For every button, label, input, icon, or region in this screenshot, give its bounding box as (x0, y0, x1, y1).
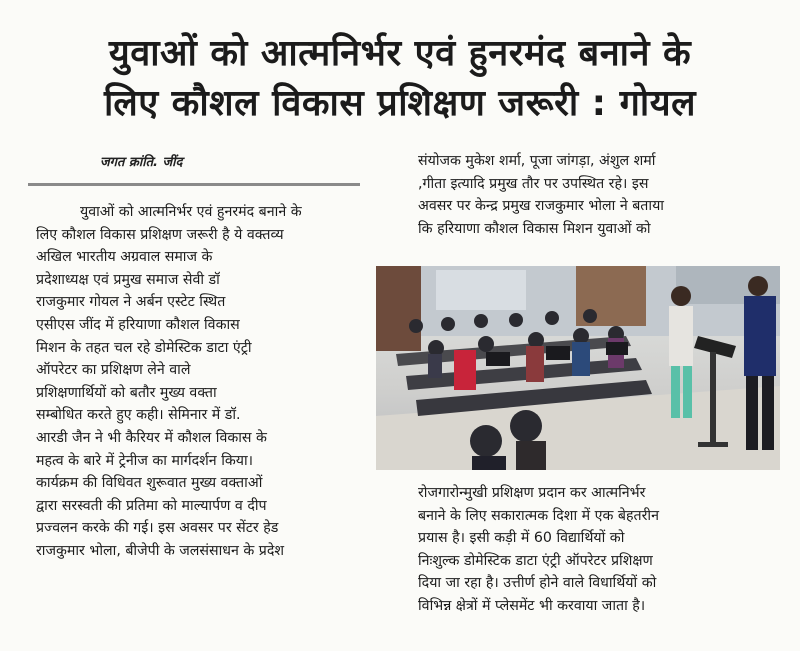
text-line: रोजगारोन्मुखी प्रशिक्षण प्रदान कर आत्मनिर्भर (418, 485, 646, 501)
text-line: मिशन के तहत चल रहे डोमेस्टिक डाटा एंट्री (36, 339, 252, 356)
text-line: कार्यक्रम की विधिवत शुरूवात मुख्य वक्ताओं (36, 475, 263, 492)
article-column-left (36, 201, 396, 563)
text-line: बनाने के लिए सकारात्मक दिशा में एक बेहतरीन (418, 507, 659, 524)
text-line: अखिल भारतीय अग्रवाल समाज के (36, 249, 213, 266)
article-column-right-top (418, 150, 780, 240)
text-line: दिया जा रहा है। उत्तीर्ण होने वाले विधार्थियों को (418, 575, 657, 592)
byline-rule (28, 183, 360, 186)
text-line: अवसर पर केन्द्र प्रमुख राजकुमार भोला ने बताया (418, 198, 664, 215)
headline-line-2: लिए कौशल विकास प्रशिक्षण जरूरी : गोयल (104, 83, 696, 125)
article-column-right-bottom (418, 482, 780, 618)
text-line: प्रशिक्षणार्थियों को बतौर मुख्य वक्ता (36, 384, 217, 401)
text-line: प्रयास है। इसी कड़ी में 60 विद्यार्थियों को (418, 530, 625, 547)
headline (10, 29, 790, 129)
text-line: ,गीता इत्यादि प्रमुख तौर पर उपस्थित रहे। इस (418, 175, 649, 192)
text-line: प्रदेशाध्यक्ष एवं प्रमुख समाज सेवी डॉ (36, 271, 220, 288)
text-line: निःशुल्क डोमेस्टिक डाटा एंट्री ऑपरेटर प्रशिक्षण (418, 552, 653, 569)
text-line: लिए कौशल विकास प्रशिक्षण जरूरी है ये वक्तव्य (36, 226, 284, 243)
text-line: राजकुमार भोला, बीजेपी के जलसंसाधन के प्रदेश (36, 542, 285, 559)
text-line: संयोजक मुकेश शर्मा, पूजा जांगड़ा, अंशुल शर्मा (418, 153, 656, 169)
text-line: कि हरियाणा कौशल विकास मिशन युवाओं को (418, 220, 651, 237)
text-line: द्वारा सरस्वती की प्रतिमा को माल्यार्पण व दीप (36, 497, 267, 514)
text-line: विभिन्न क्षेत्रों में प्लेसमेंट भी करवाया जाता है। (418, 597, 646, 614)
text-line: सम्बोधित करते हुए कही। सेमिनार में डॉ. (36, 407, 241, 424)
byline: जगत क्रांति. जींद (100, 155, 183, 170)
text-line: राजकुमार गोयल ने अर्बन एस्टेट स्थित (36, 294, 226, 311)
text-line: युवाओं को आत्मनिर्भर एवं हुनरमंद बनाने के (80, 204, 302, 220)
text-line: आरडी जैन ने भी कैरियर में कौशल विकास के (36, 429, 267, 446)
text-line: महत्व के बारे में ट्रेनीज का मार्गदर्शन किया। (36, 452, 254, 469)
text-line: एसीएस जींद में हरियाणा कौशल विकास (36, 316, 240, 333)
seminar-classroom-image (376, 266, 780, 470)
text-line: प्रज्वलन करके की गई। इस अवसर पर सेंटर हेड (36, 520, 279, 537)
seminar-photo (376, 266, 780, 470)
headline-line-1: युवाओं को आत्मनिर्भर एवं हुनरमंद बनाने के (108, 33, 692, 75)
text-line: ऑपरेटर का प्रशिक्षण लेने वाले (36, 362, 191, 379)
